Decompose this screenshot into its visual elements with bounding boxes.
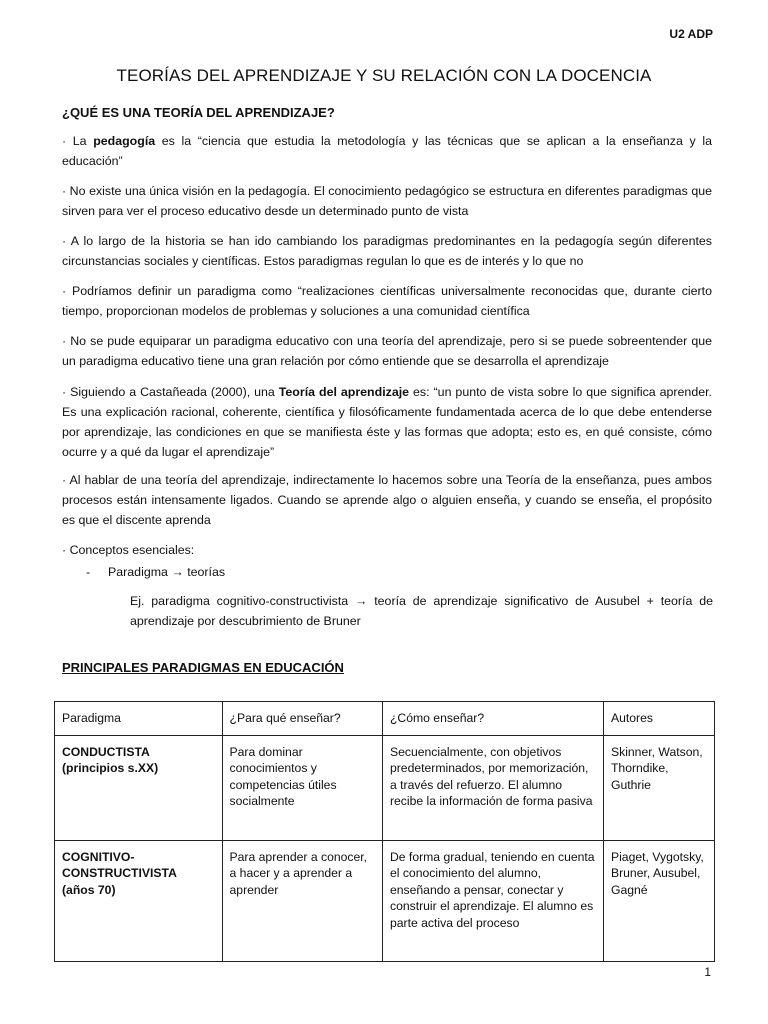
document-code: U2 ADP: [669, 27, 713, 41]
cell-para-que: Para aprender a conocer, a hacer y a aprender a aprender: [222, 840, 382, 961]
cell-como: De forma gradual, teniendo en cuenta el conocimiento del alumno, enseñando a pensar, conectar y construir el aprendizaje. El alumno es parte activa del proceso: [382, 840, 603, 961]
paradigms-section-title: PRINCIPALES PARADIGMAS EN EDUCACIÓN: [62, 660, 344, 675]
paragraph-4: · Podríamos definir un paradigma como “realizaciones científicas universalmente reconocidas que, durante cierto tiempo, proporcionan modelos de problemas y soluciones a una comunidad científica: [62, 284, 712, 318]
header-autores: Autores: [603, 702, 714, 736]
table-header-row: [55, 702, 715, 736]
bullet-text: Paradigma → teorías: [108, 565, 226, 579]
cell-autores: Skinner, Watson, Thorndike, Guthrie: [603, 735, 714, 840]
cell-paradigma: COGNITIVO- CONSTRUCTIVISTA (años 70): [55, 840, 223, 961]
paragraph-3: · A lo largo de la historia se han ido cambiando los paradigmas predominantes en la pedagogía según diferentes circunstancias sociales y científicas. Estos paradigmas regulan lo que es de interés y lo que no: [62, 234, 712, 268]
paragraph-6: · Siguiendo a Castañeada (2000), una Teoría del aprendizaje es: “un punto de vista sobre lo que significa aprender. Es una explicación racional, coherente, científica y filosóficamente fundamentada acerca de lo que debe entenderse por aprendizaje, las condiciones en que se manifiesta éste y las formas que adopta; esto es, en qué consiste, cómo ocurre y a qué da lugar el aprendizaje”: [62, 385, 712, 459]
cell-para-que: Para dominar conocimientos y competencias útiles socialmente: [222, 735, 382, 840]
page-number: 1: [704, 965, 711, 979]
bold-term-teoria: Teoría del aprendizaje: [278, 385, 410, 399]
header-paradigma: Paradigma: [55, 702, 223, 736]
page-title: TEORÍAS DEL APRENDIZAJE Y SU RELACIÓN CON LA DOCENCIA: [116, 66, 652, 85]
header-para-que: ¿Para qué enseñar?: [222, 702, 382, 736]
paradigms-table: [54, 701, 715, 962]
paragraph-7: · Al hablar de una teoría del aprendizaje, indirectamente lo hacemos sobre una Teoría de la enseñanza, pues ambos procesos están intensamente ligados. Cuando se aprende algo o alguien enseña, y cuando se enseña, el propósito es que el discente aprenda: [62, 473, 712, 527]
cell-paradigma: CONDUCTISTA (principios s.XX): [55, 735, 223, 840]
table-row: [55, 840, 715, 961]
example-text: Ej. paradigma cognitivo-constructivista → teoría de aprendizaje significativo de Ausubel + teoría de aprendizaje por descubrimiento de Bruner: [130, 594, 713, 628]
cell-autores: Piaget, Vygotsky, Bruner, Ausubel, Gagné: [603, 840, 714, 961]
cell-como: Secuencialmente, con objetivos predeterminados, por memorización, a través del refuerzo. El alumno recibe la información de forma pasiva: [382, 735, 603, 840]
table-row: [55, 735, 715, 840]
header-como: ¿Cómo enseñar?: [382, 702, 603, 736]
paragraph-2: · No existe una única visión en la pedagogía. El conocimiento pedagógico se estructura en diferentes paradigmas que sirven para ver el proceso educativo desde un determinado punto de vista: [62, 184, 712, 218]
bullet-dash: -: [86, 565, 91, 579]
paragraph-1: · La pedagogía es la “ciencia que estudia la metodología y las técnicas que se aplican a la enseñanza y la educación”: [62, 134, 712, 168]
paragraph-8: · Conceptos esenciales:: [62, 543, 195, 557]
bold-term-pedagogia: pedagogía: [93, 134, 156, 148]
section-subtitle: ¿QUÉ ES UNA TEORÍA DEL APRENDIZAJE?: [62, 105, 335, 120]
paragraph-5: · No se pude equiparar un paradigma educativo con una teoría del aprendizaje, pero si se puede sobreentender que un paradigma educativo tiene una gran relación por cómo entiende que se desarrolla el aprendizaje: [62, 334, 712, 368]
